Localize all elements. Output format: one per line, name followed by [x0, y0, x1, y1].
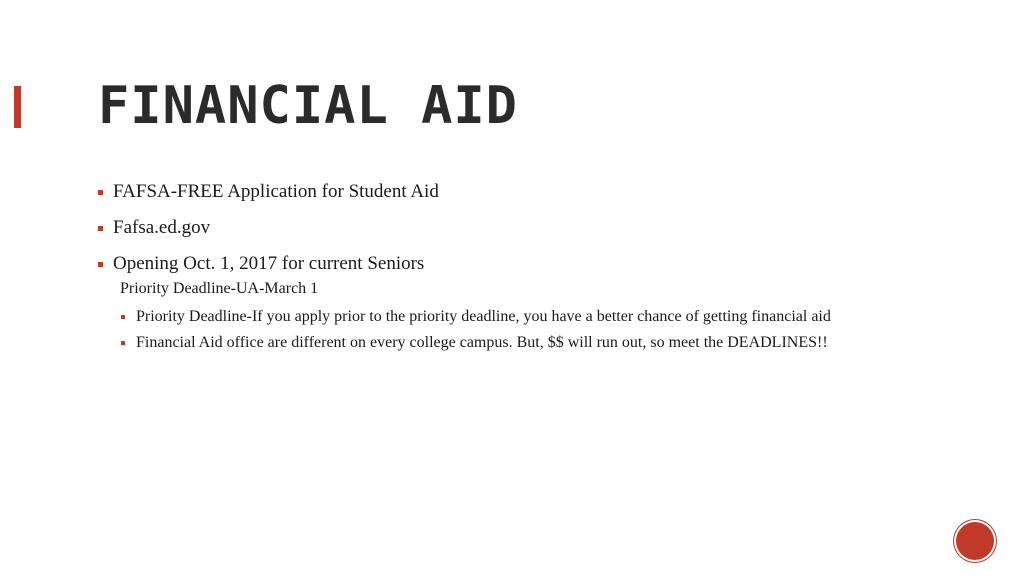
sub-bullet-item — [98, 333, 938, 353]
page-number-badge — [956, 522, 994, 560]
bullet-item — [98, 216, 938, 240]
bullet-text: Fafsa.ed.gov — [113, 217, 211, 238]
square-bullet-icon — [121, 341, 125, 345]
sub-bullet-text: Financial Aid office are different on every college campus. But, $$ will run out, so meet the DEADLINES!! — [136, 334, 828, 351]
square-bullet-icon — [121, 315, 125, 319]
square-bullet-icon — [98, 226, 103, 231]
bullet-item — [98, 180, 938, 204]
bullet-text: FAFSA-FREE Application for Student Aid — [113, 181, 439, 202]
square-bullet-icon — [98, 262, 103, 267]
slide-title: FINANCIAL AID — [98, 76, 518, 136]
square-bullet-icon — [98, 190, 103, 195]
bullet-item — [98, 252, 938, 276]
plain-line: Priority Deadline-UA-March 1 — [120, 280, 319, 297]
sub-bullet-item — [98, 307, 938, 327]
slide-content — [98, 180, 938, 359]
sub-bullet-text: Priority Deadline-If you apply prior to the priority deadline, you have a better chance of getting financial aid — [136, 308, 831, 325]
bullet-text: Opening Oct. 1, 2017 for current Seniors — [113, 253, 425, 274]
title-accent-bar — [14, 86, 21, 128]
